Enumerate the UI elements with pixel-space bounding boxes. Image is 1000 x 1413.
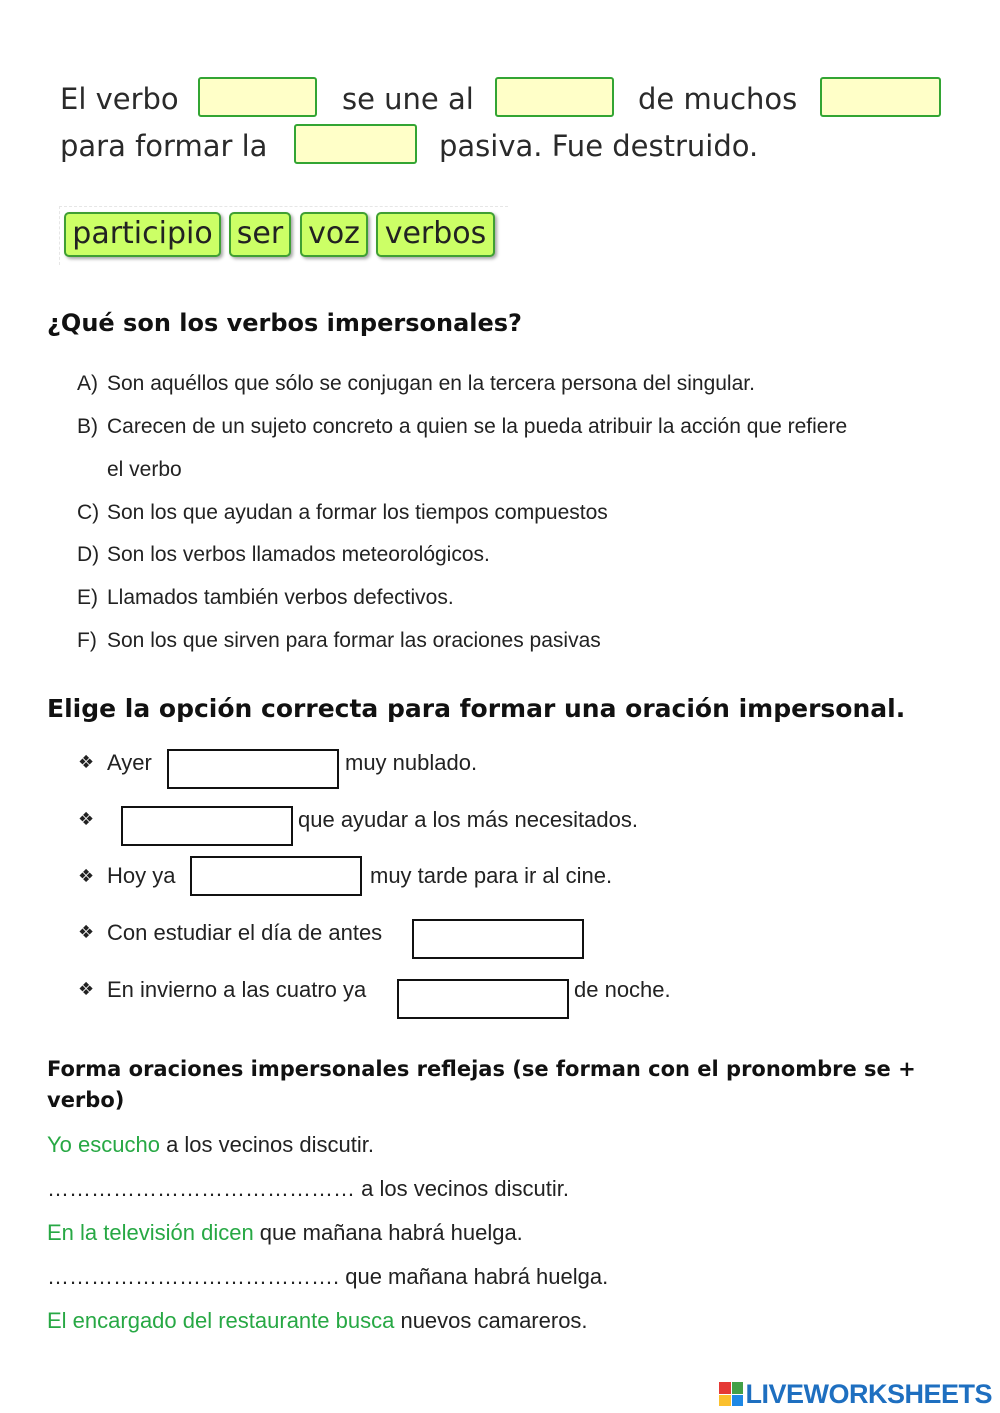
answer-select-2[interactable] <box>121 806 293 846</box>
bullet-icon: ❖ <box>78 866 95 887</box>
answer-line[interactable] <box>47 1176 569 1202</box>
option-f[interactable] <box>77 629 601 653</box>
logo-text: LIVEWORKSHEETS <box>745 1378 992 1409</box>
answer-select-5[interactable] <box>397 979 569 1019</box>
sentence-before: Ayer <box>107 750 152 775</box>
drop-zone-3[interactable] <box>820 77 941 117</box>
word-chip-participio[interactable]: participio <box>64 212 221 257</box>
bullet-icon: ❖ <box>78 809 95 830</box>
option-text: Carecen de un sujeto concreto a quien se la pueda atribuir la acción que refiere <box>107 415 848 438</box>
answer-select-1[interactable] <box>167 749 339 789</box>
answer-select-4[interactable] <box>412 919 584 959</box>
drop-zone-1[interactable] <box>198 77 317 117</box>
word-chip-voz[interactable]: voz <box>300 212 368 257</box>
example-sentence <box>47 1220 523 1246</box>
sentence-after: muy nublado. <box>345 750 478 775</box>
liveworksheets-logo <box>719 1379 992 1409</box>
answer-line[interactable] <box>47 1264 608 1290</box>
drop-zone-2[interactable] <box>495 77 614 117</box>
sentence-before: Hoy ya <box>107 863 176 888</box>
word-chip-ser[interactable]: ser <box>229 212 291 257</box>
sentence-rest: nuevos camareros. <box>394 1308 588 1333</box>
example-sentence <box>47 1308 588 1334</box>
sentence-text: pasiva. Fue destruido. <box>439 129 759 163</box>
sentence-after: que ayudar a los más necesitados. <box>298 807 638 832</box>
sentence-subject: En la televisión dicen <box>47 1220 254 1245</box>
sentence-before: Con estudiar el día de antes <box>107 920 383 945</box>
option-b[interactable] <box>77 415 847 439</box>
option-letter: C) <box>77 501 100 524</box>
question-heading: ¿Qué son los verbos impersonales? <box>47 309 522 337</box>
bullet-icon: ❖ <box>78 922 95 943</box>
option-letter: E) <box>77 586 98 609</box>
option-a[interactable] <box>77 372 755 396</box>
bullet-icon: ❖ <box>78 752 95 773</box>
option-c[interactable] <box>77 501 608 525</box>
option-e[interactable] <box>77 586 454 610</box>
sentence-text: se une al <box>342 82 474 116</box>
exercise4-title-line1: Forma oraciones impersonales reflejas (se forman con el pronombre se + <box>47 1057 916 1081</box>
option-letter: F) <box>77 629 97 652</box>
option-letter: D) <box>77 543 100 566</box>
example-sentence <box>47 1132 374 1158</box>
option-letter: B) <box>77 415 98 438</box>
bullet-icon: ❖ <box>78 979 95 1000</box>
sentence-subject: El encargado del restaurante busca <box>47 1308 395 1333</box>
answer-select-3[interactable] <box>190 856 362 896</box>
sentence-rest: a los vecinos discutir. <box>159 1132 374 1157</box>
option-text: Son aquéllos que sólo se conjugan en la tercera persona del singular. <box>107 372 755 395</box>
sentence-after: de noche. <box>574 977 671 1002</box>
option-d[interactable] <box>77 543 490 567</box>
sentence-rest: …………………………………. que mañana habrá huelga. <box>47 1264 609 1289</box>
sentence-after: muy tarde para ir al cine. <box>370 863 613 888</box>
option-text: el verbo <box>107 458 182 481</box>
option-text: Son los que ayudan a formar los tiempos compuestos <box>107 501 608 524</box>
exercise3-title: Elige la opción correcta para formar una oración impersonal. <box>47 694 906 723</box>
word-chip-verbos[interactable]: verbos <box>376 212 495 257</box>
drop-zone-4[interactable] <box>294 124 417 164</box>
sentence-rest: que mañana habrá huelga. <box>253 1220 523 1245</box>
sentence-text: de muchos <box>638 82 798 116</box>
logo-mark-icon <box>719 1382 743 1406</box>
option-text: Son los verbos llamados meteorológicos. <box>107 543 490 566</box>
option-text: Son los que sirven para formar las oraciones pasivas <box>107 629 601 652</box>
sentence-text: para formar la <box>60 129 268 163</box>
option-b-continued[interactable] <box>77 458 182 482</box>
exercise4-title-line2: verbo) <box>47 1088 125 1112</box>
sentence-text: El verbo <box>60 82 179 116</box>
option-letter: A) <box>77 372 98 395</box>
sentence-subject: Yo escucho <box>47 1132 160 1157</box>
sentence-rest: …………………………………… a los vecinos discutir. <box>47 1176 569 1201</box>
option-text: Llamados también verbos defectivos. <box>107 586 454 609</box>
sentence-before: En invierno a las cuatro ya <box>107 977 367 1002</box>
